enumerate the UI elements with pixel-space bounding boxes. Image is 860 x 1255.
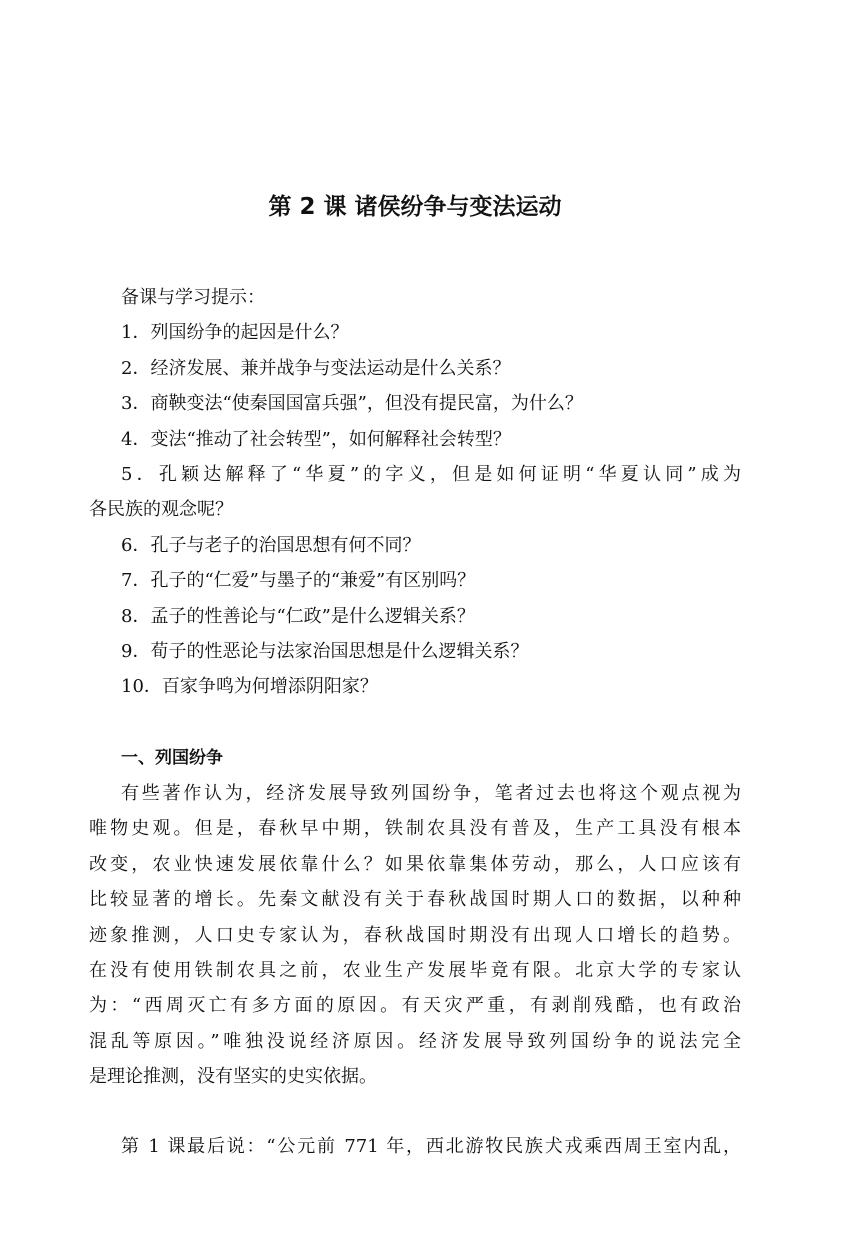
section-1-text-line: 在没有使用铁制农具之前，农业生产发展毕竟有限。北京大学的专家认 [89,960,741,982]
document-body [89,280,741,1164]
question-5-line-1: 5．孔颖达解释了“华夏”的字义，但是如何证明“华夏认同”成为 [121,463,741,485]
section-1-text-line: 比较显著的增长。先秦文献没有关于春秋战国时期人口的数据，以种种 [89,889,741,911]
section-1-text-line: 为：“西周灭亡有多方面的原因。有天灾严重，有剥削残酷，也有政治 [89,995,741,1017]
section-1-text-line: 迹象推测，人口史专家认为，春秋战国时期没有出现人口增长的趋势。 [89,924,741,946]
section-1-text-line: 有些著作认为，经济发展导致列国纷争，笔者过去也将这个观点视为 [121,783,741,805]
question-7: 7．孔子的“仁爱”与墨子的“兼爱”有区别吗？ [121,570,476,592]
question-8: 8．孟子的性善论与“仁政”是什么逻辑关系？ [121,605,475,627]
question-9: 9．荀子的性恶论与法家治国思想是什么逻辑关系？ [121,640,529,662]
prep-heading: 备课与学习提示： [121,287,265,308]
section-1-heading: 一、列国纷争 [121,747,223,768]
question-6: 6．孔子与老子的治国思想有何不同？ [121,534,421,556]
section-1-text-line: 唯物史观。但是，春秋早中期，铁制农具没有普及，生产工具没有根本 [89,818,741,840]
spacer [89,705,741,741]
question-1: 1．列国纷争的起因是什么？ [121,322,349,344]
section-1-paragraph-2-line-1: 第 1 课最后说：“公元前 771 年，西北游牧民族犬戎乘西周王室内乱， [121,1135,741,1157]
question-5-line-2: 各民族的观念呢？ [89,499,233,521]
page-title: 第 2 课 诸侯纷争与变法运动 [268,194,562,220]
question-3: 3．商鞅变法“使秦国国富兵强”，但没有提民富，为什么？ [121,393,583,415]
question-2: 2．经济发展、兼并战争与变法运动是什么关系？ [121,357,511,379]
question-4: 4．变法“推动了社会转型”，如何解释社会转型？ [121,428,511,450]
section-1-text-line: 改变，农业快速发展依靠什么？如果依靠集体劳动，那么，人口应该有 [89,853,741,875]
section-1-text-line: 是理论推测，没有坚实的史实依据。 [89,1066,377,1088]
question-10: 10．百家争鸣为何增添阴阳家？ [121,676,378,698]
section-1-text-line: 混乱等原因。”唯独没说经济原因。经济发展导致列国纷争的说法完全 [89,1030,741,1052]
spacer [89,1095,741,1129]
